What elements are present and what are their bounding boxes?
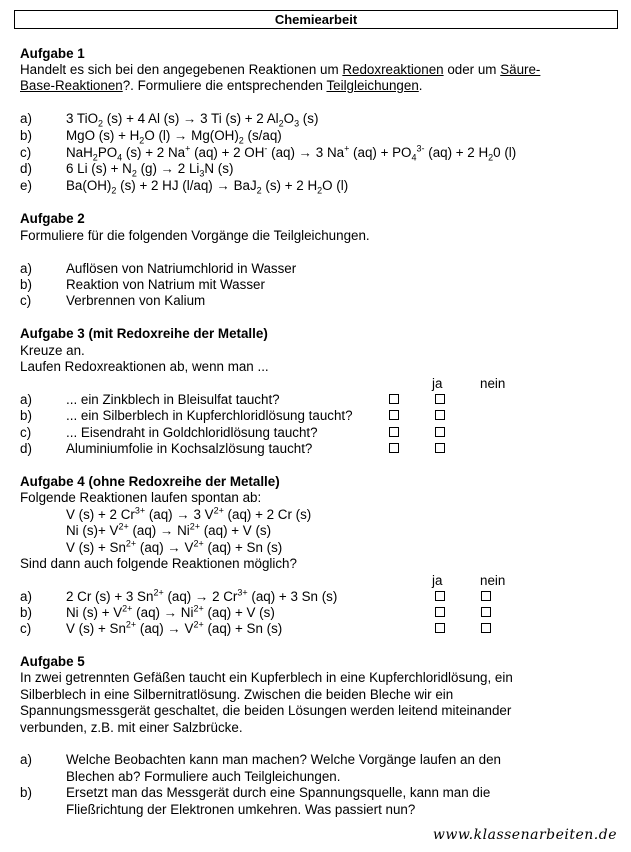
task3-intro1: Kreuze an. — [20, 343, 85, 358]
task4-c-checkbox-ja[interactable] — [435, 623, 445, 633]
task4-item-a: 2 Cr (s) + 3 $Sn^{2+}$ (aq) → 2 $Cr^{3+}$ (aq) + 3 Sn (s) — [66, 587, 338, 604]
task4-col-nein: nein — [480, 573, 506, 588]
task5-item-a-line1: Welche Beobachten kann man machen? Welche Vorgänge laufen an den — [66, 752, 502, 767]
task4-intro: Folgende Reaktionen laufen spontan ab: — [20, 490, 262, 505]
task3-label-d: d) — [20, 441, 32, 456]
task3-item-d: Aluminiumfolie in Kochsalzlösung taucht? — [66, 441, 313, 456]
task2-intro: Formuliere für die folgenden Vorgänge die Teilgleichungen. — [20, 228, 370, 243]
task3-d-checkbox-2[interactable] — [435, 443, 445, 453]
task1-intro-line1: Handelt es sich bei den angegebenen Reaktionen um Redoxreaktionen oder um Säure- — [20, 62, 541, 77]
task3-heading: Aufgabe 3 (mit Redoxreihe der Metalle) — [20, 326, 268, 341]
task2-label-c: c) — [20, 293, 32, 308]
task5-item-b-line2: Fließrichtung der Elektronen umkehren. Was passiert nun? — [66, 802, 416, 817]
task3-intro2: Laufen Redoxreaktionen ab, wenn man ... — [20, 359, 269, 374]
task1-equation-d: 6 Li $(s) + N_2$ (g) → 2 $Li_3N$ (s) — [66, 161, 234, 179]
task5-item-b-line1: Ersetzt man das Messgerät durch eine Spannungsquelle, kann man die — [66, 785, 491, 800]
task4-a-checkbox-ja[interactable] — [435, 591, 445, 601]
task3-item-a: ... ein Zinkblech in Bleisulfat taucht? — [66, 392, 280, 407]
task4-col-ja: ja — [432, 573, 443, 588]
task4-given-reaction-3: V $(s) + Sn^{2+}$ $(aq) \to V^{2+}$ (aq) + Sn (s) — [66, 538, 283, 555]
task3-a-checkbox-2[interactable] — [435, 394, 445, 404]
task4-given-reaction-2: Ni $(s)+ V^{2+}$ $(aq) \to Ni^{2+}$ (aq) + V (s) — [66, 521, 272, 538]
task2-item-c: Verbrennen von Kalium — [66, 293, 206, 308]
task1-equation-a: 3 TiO$_2$ (s) + 4 Al (s) → 3 Ti (s) + 2 $Al_2O_3$ (s) — [66, 111, 319, 129]
task5-label-b: b) — [20, 785, 32, 800]
task4-label-a: a) — [20, 589, 32, 604]
task3-item-b: ... ein Silberblech in Kupferchloridlösung taucht? — [66, 408, 353, 423]
task3-d-checkbox-1[interactable] — [389, 443, 399, 453]
task3-label-c: c) — [20, 425, 32, 440]
task4-item-b: Ni $(s) + V^{2+}$ $(aq) \to Ni^{2+}$ (aq) + V (s) — [66, 603, 275, 620]
task4-a-checkbox-nein[interactable] — [481, 591, 491, 601]
task2-heading: Aufgabe 2 — [20, 211, 85, 226]
task3-label-a: a) — [20, 392, 32, 407]
page-title: Chemiearbeit — [14, 10, 618, 29]
task3-b-checkbox-2[interactable] — [435, 410, 445, 420]
task4-b-checkbox-nein[interactable] — [481, 607, 491, 617]
task3-col-nein: nein — [480, 376, 506, 391]
task4-item-c: V $(s) + Sn^{2+}$ $(aq) \to V^{2+}$ (aq) + Sn (s) — [66, 619, 283, 636]
task4-question: Sind dann auch folgende Reaktionen möglich? — [20, 556, 297, 571]
task1-label-d: d) — [20, 161, 32, 176]
task2-item-b: Reaktion von Natrium mit Wasser — [66, 277, 265, 292]
footer-website: www.klassenarbeiten.de — [432, 827, 617, 843]
task3-b-checkbox-1[interactable] — [389, 410, 399, 420]
task3-a-checkbox-1[interactable] — [389, 394, 399, 404]
task2-label-a: a) — [20, 261, 32, 276]
task1-label-c: c) — [20, 145, 32, 160]
task5-item-a-line2: Blechen ab? Formuliere auch Teilgleichungen. — [66, 769, 341, 784]
task3-item-c: ... Eisendraht in Goldchloridlösung taucht? — [66, 425, 318, 440]
task4-label-b: b) — [20, 605, 32, 620]
task3-c-checkbox-2[interactable] — [435, 427, 445, 437]
task1-equation-c: $NaH_2PO_4$ (s) + 2 Na+ (aq) + 2 OH- (aq) → 3 Na+ $(aq) + PO_4^{3-}$ (aq) + 2 $H_20$ (l) — [66, 143, 517, 163]
task5-paragraph-line4: verbunden, z.B. mit einer Salzbrücke. — [20, 720, 243, 735]
task3-label-b: b) — [20, 408, 32, 423]
task5-heading: Aufgabe 5 — [20, 654, 85, 669]
task4-heading: Aufgabe 4 (ohne Redoxreihe der Metalle) — [20, 474, 280, 489]
task5-paragraph-line2: Silberblech in eine Silbernitratlösung. Zwischen die beiden Bleche wir ein — [20, 687, 454, 702]
task4-b-checkbox-ja[interactable] — [435, 607, 445, 617]
task1-intro-line2: Base-Reaktionen?. Formuliere die entsprechenden Teilgleichungen. — [20, 78, 423, 93]
task1-label-a: a) — [20, 111, 32, 126]
task1-heading: Aufgabe 1 — [20, 46, 85, 61]
task3-col-ja: ja — [432, 376, 443, 391]
task5-label-a: a) — [20, 752, 32, 767]
task1-equation-b: MgO $(s) + H_2O$ $(l) \to Mg(OH)_2$ (s/aq) — [66, 128, 282, 146]
task5-paragraph-line1: In zwei getrennten Gefäßen taucht ein Kupferblech in eine Kupferchloridlösung, ein — [20, 670, 513, 685]
task4-c-checkbox-nein[interactable] — [481, 623, 491, 633]
task3-c-checkbox-1[interactable] — [389, 427, 399, 437]
task1-label-e: e) — [20, 178, 32, 193]
task4-label-c: c) — [20, 621, 32, 636]
task4-given-reaction-1: V (s) + 2 $Cr^{3+}$ (aq) → 3 $V^{2+}$ (aq) + 2 Cr (s) — [66, 505, 312, 522]
task2-item-a: Auflösen von Natriumchlorid in Wasser — [66, 261, 297, 276]
task5-paragraph-line3: Spannungsmessgerät geschaltet, die beiden Lösungen werden leitend miteinander — [20, 703, 512, 718]
task1-equation-e: $Ba(OH)_2$ (s) + 2 HJ (l/aq) → BaJ$_2$ (s) + 2 $H_2O$ (l) — [66, 178, 349, 196]
task1-label-b: b) — [20, 128, 32, 143]
task2-label-b: b) — [20, 277, 32, 292]
